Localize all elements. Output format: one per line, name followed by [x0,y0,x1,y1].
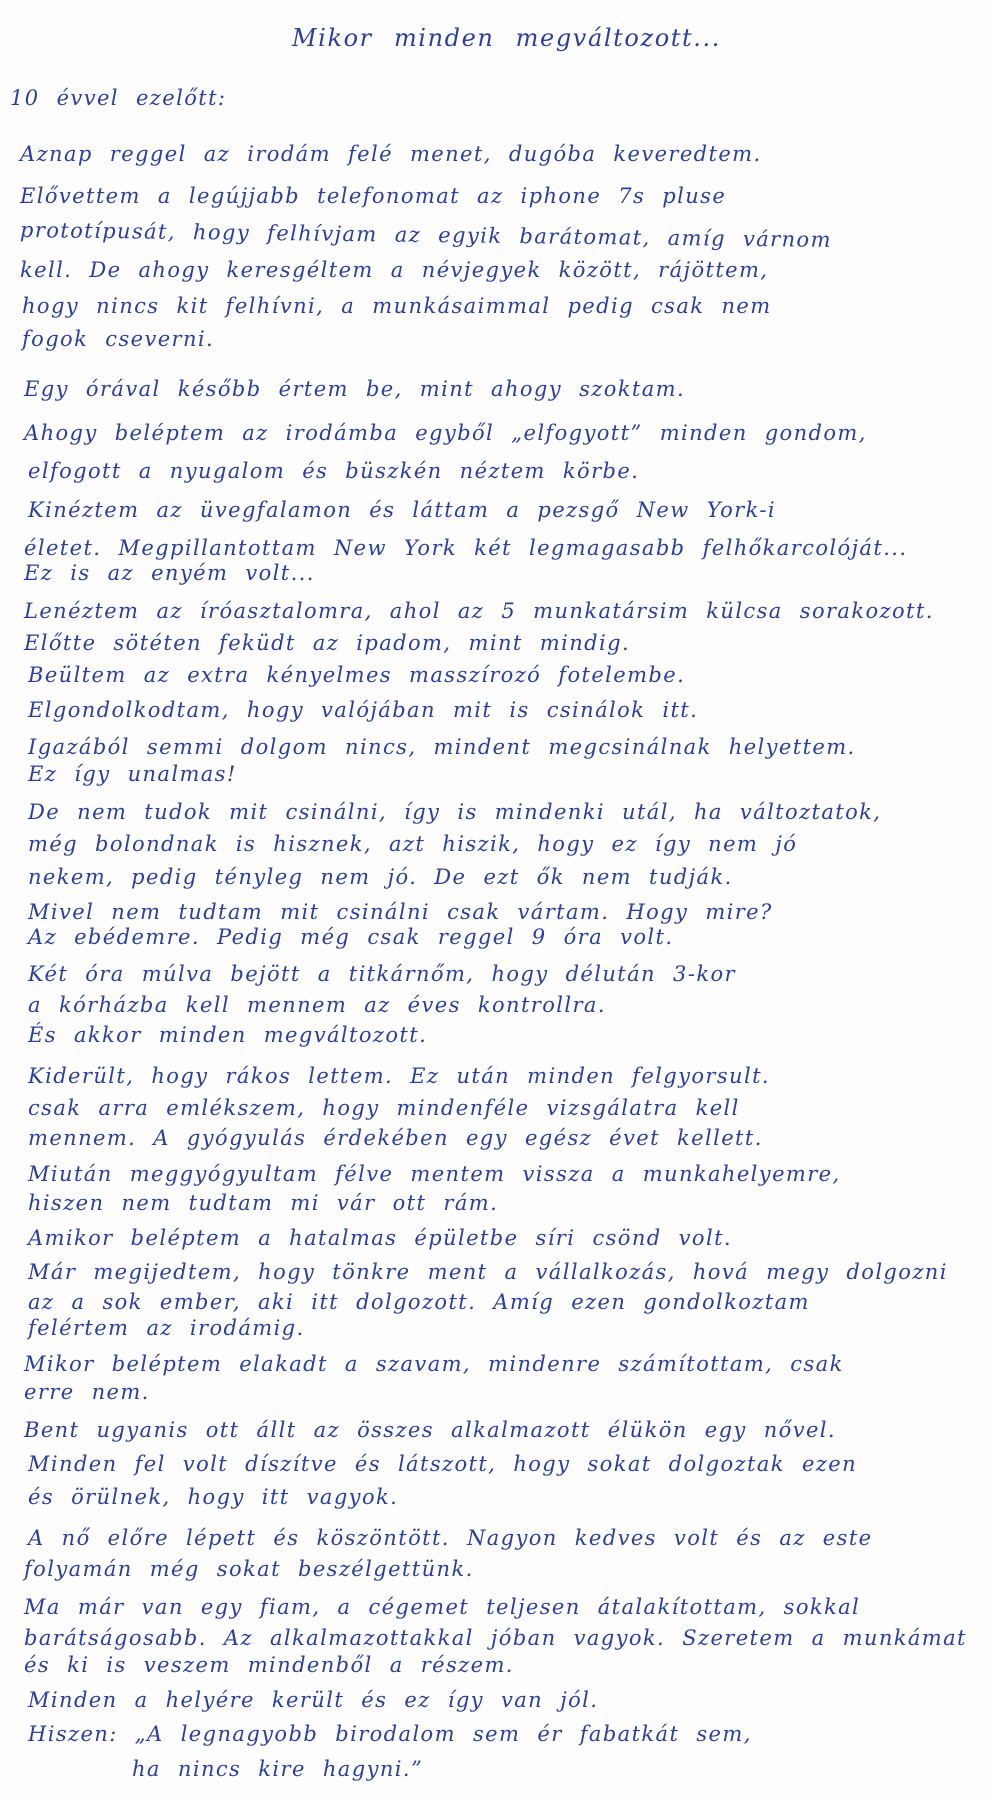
text-line: a kórházba kell mennem az éves kontrollra. [28,993,606,1017]
text-line: hogy nincs kit felhívni, a munkásaimmal pedig csak nem [22,294,772,318]
text-line: Ez is az enyém volt... [24,561,315,585]
quote-line: Hiszen: „A legnagyobb birodalom sem ér fabatkát sem, [28,1722,752,1746]
text-line: Elgondolkodtam, hogy valójában mit is csinálok itt. [28,698,699,722]
text-line: Mikor beléptem elakadt a szavam, mindenre számítottam, csak [24,1352,844,1376]
text-line: kell. De ahogy keresgéltem a névjegyek között, rájöttem, [20,258,769,282]
text-line: Egy órával később értem be, mint ahogy szoktam. [24,377,686,401]
text-line: csak arra emlékszem, hogy mindenféle vizsgálatra kell [28,1096,740,1120]
text-line: Miután meggyógyultam félve mentem vissza a munkahelyemre, [28,1162,841,1186]
text-line: A nő előre lépett és köszöntött. Nagyon kedves volt és az este [28,1526,873,1550]
text-line: És akkor minden megváltozott. [28,1023,428,1047]
text-line: az a sok ember, aki itt dolgozott. Amíg ezen gondolkoztam [28,1290,810,1314]
text-line: Ahogy beléptem az irodámba egyből „elfogyott” minden gondom, [24,421,867,445]
text-line: Lenéztem az íróasztalomra, ahol az 5 munkatársim külcsa sorakozott. [24,599,934,623]
page-title: Mikor minden megváltozott... [292,24,721,52]
text-line: Kiderült, hogy rákos lettem. Ez után minden felgyorsult. [28,1064,771,1088]
quote-line: ha nincs kire hagyni.” [132,1757,424,1781]
text-line: elfogott a nyugalom és büszkén néztem körbe. [28,459,640,483]
text-line: mennem. A gyógyulás érdekében egy egész évet kellett. [28,1126,763,1150]
text-line: nekem, pedig tényleg nem jó. De ezt ők nem tudják. [28,865,733,889]
text-line: Beültem az extra kényelmes masszírozó fotelembe. [28,663,686,687]
text-line: Mivel nem tudtam mit csinálni csak vártam. Hogy mire? [28,900,773,924]
text-line: Minden a helyére került és ez így van jól. [28,1688,599,1712]
text-line: Bent ugyanis ott állt az összes alkalmazott élükön egy nővel. [24,1418,836,1442]
text-line: folyamán még sokat beszélgettünk. [24,1557,474,1581]
text-line: Amikor beléptem a hatalmas épületbe síri csönd volt. [28,1226,732,1250]
text-line: Ma már van egy fiam, a cégemet teljesen átalakítottam, sokkal [24,1595,861,1619]
text-line: Elővettem a legújjabb telefonomat az iphone 7s pluse [20,184,727,208]
subtitle: 10 évvel ezelőtt: [10,86,227,110]
text-line: Előtte sötéten feküdt az ipadom, mint mindig. [24,631,631,655]
text-line: prototípusát, hogy felhívjam az egyik barátomat, amíg várnom [19,218,833,252]
text-line: erre nem. [24,1380,150,1404]
text-line: Már megijedtem, hogy tönkre ment a vállalkozás, hová megy dolgozni [28,1260,948,1284]
text-line: barátságosabb. Az alkalmazottakkal jóban vagyok. Szeretem a munkámat [24,1626,967,1650]
text-line: Az ebédemre. Pedig még csak reggel 9 óra volt. [28,925,674,949]
text-line: hiszen nem tudtam mi vár ott rám. [28,1191,499,1215]
text-line: életet. Megpillantottam New York két legmagasabb felhőkarcolóját... [24,536,908,560]
text-line: De nem tudok mit csinálni, így is mindenki utál, ha változtatok, [28,800,882,824]
text-line: Igazából semmi dolgom nincs, mindent megcsinálnak helyettem. [28,735,856,759]
text-line: felértem az irodámig. [28,1316,305,1340]
text-line: még bolondnak is hisznek, azt hiszik, hogy ez így nem jó [28,832,798,856]
text-line: és ki is veszem mindenből a részem. [24,1653,514,1677]
text-line: Aznap reggel az irodám felé menet, dugóba keveredtem. [20,142,762,166]
text-line: és örülnek, hogy itt vagyok. [28,1485,399,1509]
text-line: Két óra múlva bejött a titkárnőm, hogy délután 3-kor [28,962,736,986]
text-line: Minden fel volt díszítve és látszott, hogy sokat dolgoztak ezen [28,1452,858,1476]
text-line: Ez így unalmas! [28,762,237,786]
text-line: fogok cseverni. [22,327,215,351]
text-line: Kinéztem az üvegfalamon és láttam a pezsgő New York-i [28,498,776,522]
